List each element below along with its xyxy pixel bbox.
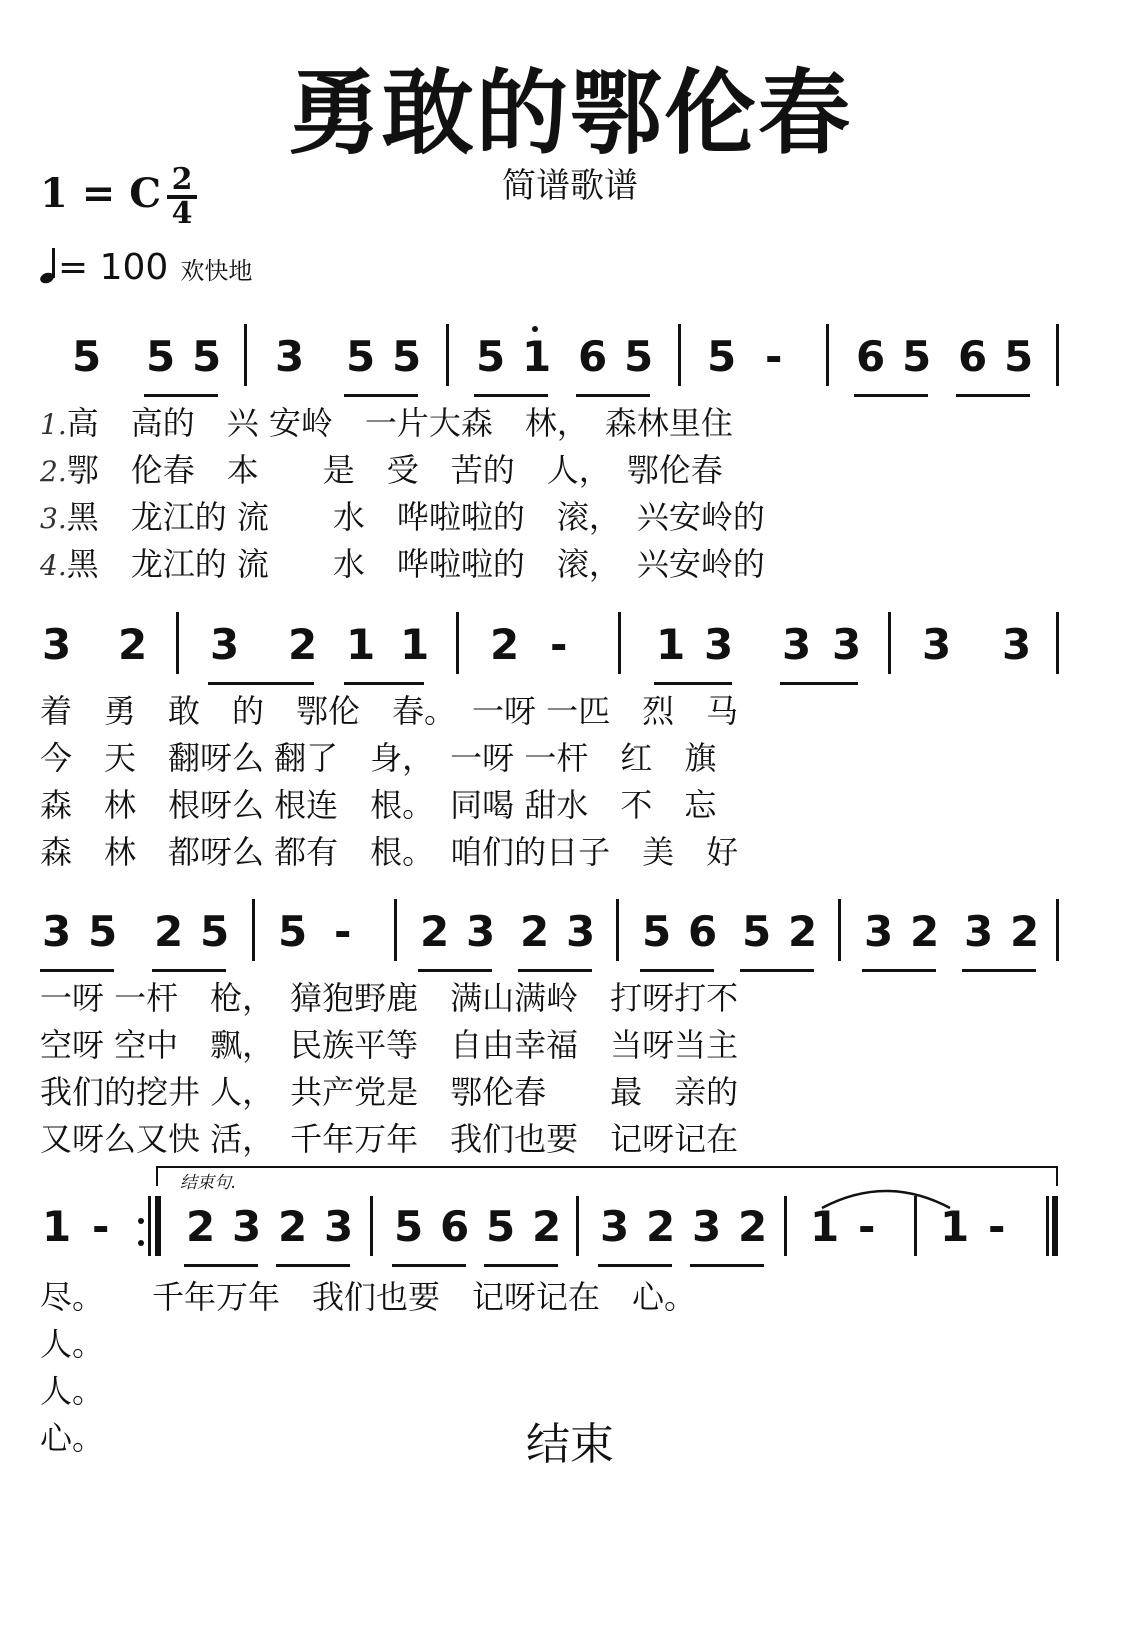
notation-line: 3 2 3 2 1 1 2 - 1 3 3 3 3 3: [42, 620, 1032, 669]
subtitle: 简谱歌谱: [502, 166, 638, 206]
lyric-line: 着 勇 敢 的 鄂伦 春。 一呀 一匹 烈 马: [40, 692, 739, 730]
lyric-line: 心。: [40, 1419, 105, 1457]
lyric-line: 我们的挖井 人， 共产党是 鄂伦春 最 亲的: [40, 1073, 739, 1111]
lyric-line: 今 天 翻呀么 翻了 身， 一呀 一杆 红 旗: [40, 739, 717, 777]
time-signature-bottom: 4: [171, 196, 193, 231]
tempo-value: = 100: [58, 247, 169, 288]
lyric-line: 空呀 空中 飘， 民族平等 自由幸福 当呀当主: [40, 1026, 739, 1064]
song-title: 勇敢的鄂伦春: [287, 60, 852, 167]
ending-label: 结束句.: [180, 1173, 237, 1193]
notation-line: 3 5 2 5 5 - 2 3 2 3 5 6 5 2 3 2 3 2: [42, 907, 1040, 956]
time-signature-top: 2: [171, 162, 193, 197]
tempo-marking: [40, 245, 252, 288]
lyric-line: 尽。 千年万年 我们也要 记呀记在 心。: [40, 1278, 697, 1316]
key-signature: 1 = C: [40, 170, 162, 217]
lyric-line: 2.鄂 伦春 本 是 受 苦的 人， 鄂伦春: [40, 451, 723, 489]
notation-line: 1 - 2 3 2 3 5 6 5 2 3 2 3 2 1 - 1 -: [42, 1202, 1006, 1251]
lyric-line: 3.黑 龙江的 流 水 哗啦啦的 滚， 兴安岭的: [40, 498, 765, 536]
lyric-line: 4.黑 龙江的 流 水 哗啦啦的 滚， 兴安岭的: [40, 545, 765, 583]
lyric-line: 人。: [40, 1325, 105, 1363]
notation-line: 5 5 5 3 5 5 5 1 6 5 5 - 6 5 6 5: [72, 332, 1034, 381]
lyric-line: 又呀么又快 活， 千年万年 我们也要 记呀记在: [40, 1120, 739, 1158]
lyric-line: 森 林 都呀么 都有 根。 咱们的日子 美 好: [40, 833, 739, 871]
tempo-term: 欢快地: [180, 257, 253, 285]
quarter-note-icon: [40, 245, 58, 285]
end-marker: 结束: [526, 1419, 614, 1470]
lyric-line: 森 林 根呀么 根连 根。 同喝 甜水 不 忘: [40, 786, 717, 824]
lyric-line: 1.高 高的 兴 安岭 一片大森 林， 森林里住: [40, 404, 733, 442]
tie-icon: [818, 1182, 958, 1212]
lyric-line: 一呀 一杆 枪， 獐狍野鹿 满山满岭 打呀打不: [40, 979, 739, 1017]
time-signature: [165, 162, 199, 231]
lyric-line: 人。: [40, 1372, 105, 1410]
